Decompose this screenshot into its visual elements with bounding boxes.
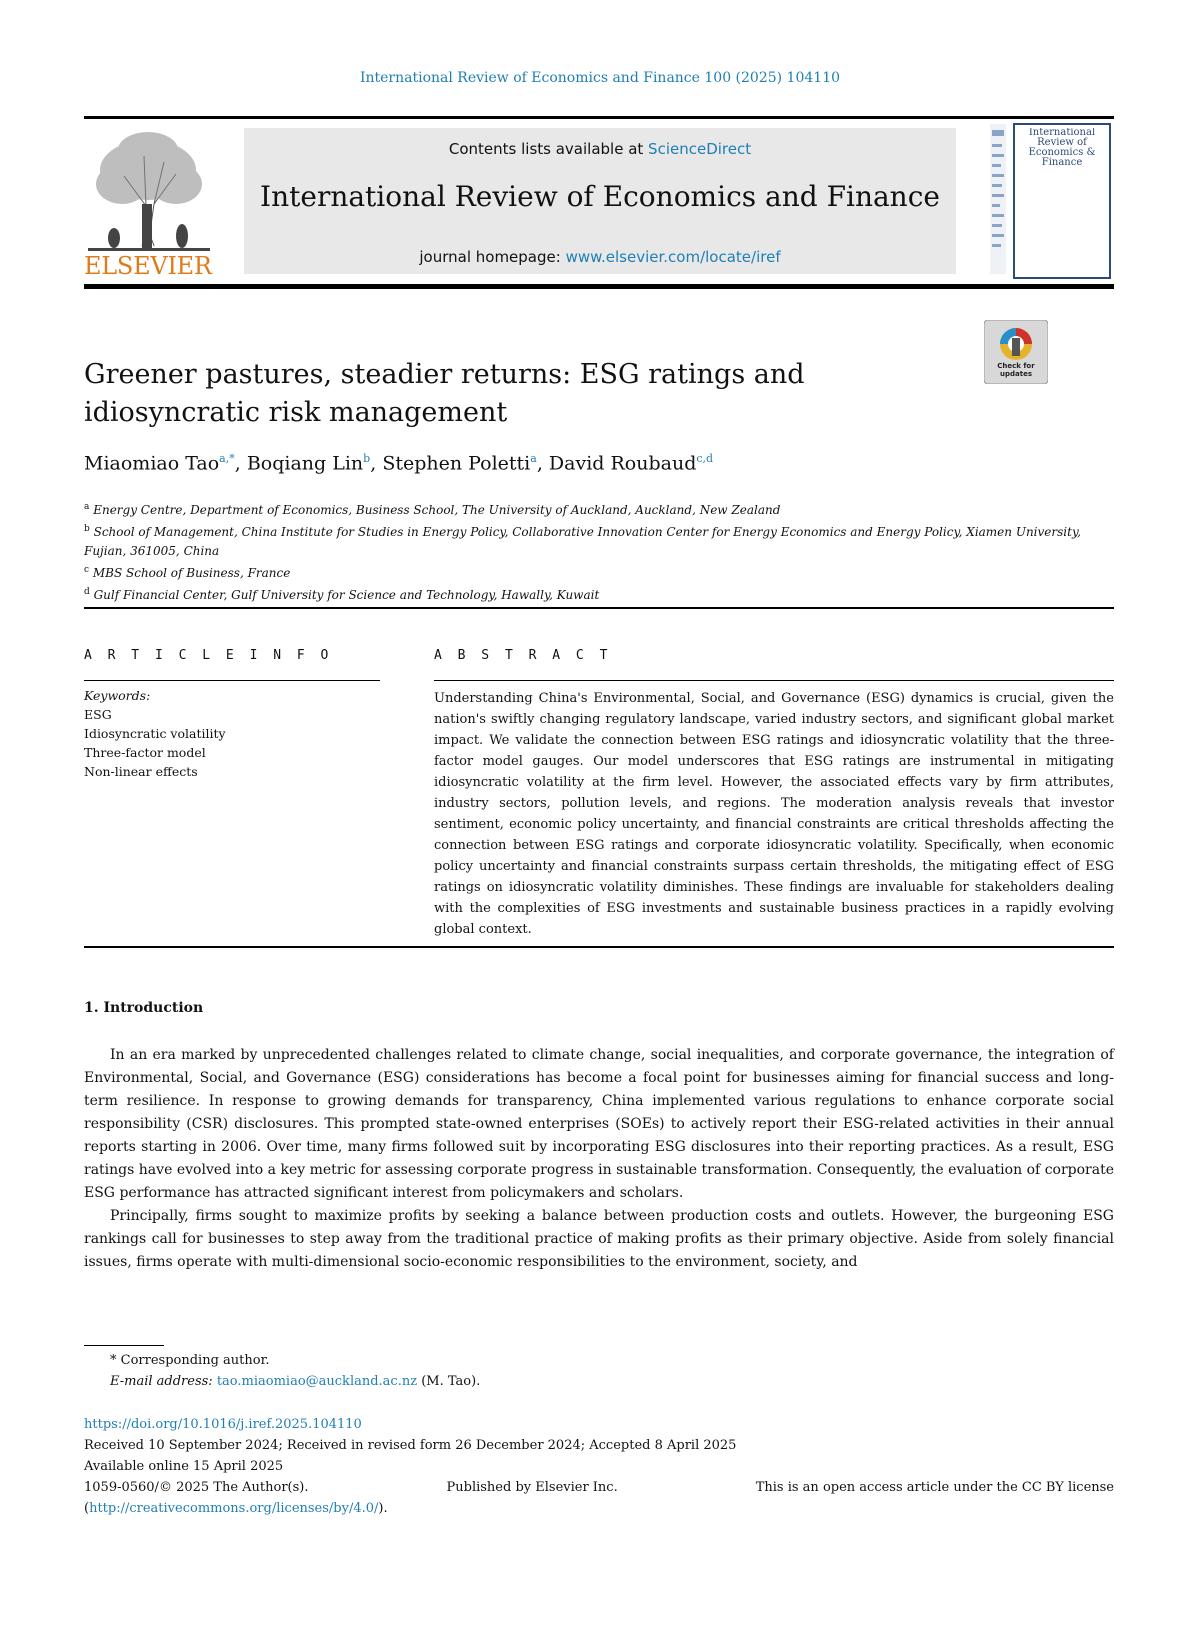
author-affiliation-mark[interactable]: b [363,452,371,465]
check-for-updates-button[interactable] [984,320,1048,384]
crossmark-label: Check for updates [997,362,1035,378]
affiliation-text: Energy Centre, Department of Economics, Business School, The University of Auckland, Auckland, New Zealand [93,503,781,517]
author-name[interactable]: Stephen Poletti [382,452,531,475]
keyword-item: Non-linear effects [84,764,198,779]
keyword-item: ESG [84,707,112,722]
doi-link[interactable]: https://doi.org/10.1016/j.iref.2025.104110 [84,1417,362,1432]
introduction-body [84,1044,1114,1274]
footnote-rule [84,1345,164,1346]
publisher-text: Published by Elsevier Inc. [446,1480,618,1495]
affiliation-text: MBS School of Business, France [92,566,291,580]
affiliation-item [84,520,1114,561]
author-affiliation-mark[interactable]: a [530,452,537,465]
keywords-list [84,686,380,781]
keyword-item: Idiosyncratic volatility [84,726,226,741]
affiliation-mark: a [84,502,90,512]
abstract-text: Understanding China's Environmental, Social, and Governance (ESG) dynamics is crucial, given the nation's swiftly changing regulatory landscape, varied industry sectors, and significant global market impact. We validate the connection between ESG ratings and idiosyncratic volatility that the three-factor model gauges. Our model underscores that ESG ratings are instrumental in mitigating idiosyncratic volatility at the firm level. However, the associated effects vary by firm attributes, industry sectors, pollution levels, and regions. The moderation analysis reveals that investor sentiment, economic policy uncertainty, and financial constraints are critical thresholds affecting the connection between ESG ratings and corporate idiosyncratic volatility. Specifically, when economic policy uncertainty and financial constraints surpass certain thresholds, the mitigating effect of ESG ratings on idiosyncratic volatility diminishes. These findings are invaluable for stakeholders dealing with the complexities of ESG investments and sustainable business practices in a rapidly evolving global context. [434,691,1114,937]
homepage-prefix: journal homepage: [419,248,566,266]
author-email-link[interactable]: tao.miaomiao@auckland.ac.nz [216,1374,418,1389]
affiliations [84,498,1114,605]
article-info-heading: A R T I C L E I N F O [84,648,333,663]
author-list: Miaomiao Tao$^{a,*}$, Boqiang Lin$^b$, Stephen Poletti$^a$, David Roubaud$^{c,d}$ [84,452,714,475]
available-online: Available online 15 April 2025 [84,1459,284,1474]
journal-homepage-link[interactable]: www.elsevier.com/locate/iref [565,248,781,266]
svg-text:ELSEVIER: ELSEVIER [84,252,212,278]
affiliation-mark: b [84,524,90,534]
contents-line [244,140,956,158]
email-note [110,1371,480,1392]
license-line [84,1477,1114,1498]
license-link[interactable]: http://creativecommons.org/licenses/by/4.0/ [89,1501,379,1516]
email-label: E-mail address: [110,1374,213,1389]
introduction-heading: 1. Introduction [84,1000,204,1016]
corresponding-author-note [110,1350,480,1371]
section-divider [84,607,1114,609]
abstract-heading: A B S T R A C T [434,648,612,663]
corresponding-text: Corresponding author. [120,1353,270,1368]
article-title: Greener pastures, steadier returns: ESG ratings and idiosyncratic risk management [84,359,805,428]
sciencedirect-link[interactable]: ScienceDirect [648,140,752,158]
paragraph: Principally, firms sought to maximize profits by seeking a balance between production costs and outlets. However, the burgeoning ESG rankings call for businesses to step away from the traditional practice of making profits as their primary objective. Aside from solely financial issues, firms operate with multi-dimensional socio-economic responsibilities to the environment, society, and [84,1208,1114,1270]
elsevier-logo [84,126,214,278]
license-url-line: (http://creativecommons.org/licenses/by/4.0/). [84,1501,388,1516]
keyword-item: Three-factor model [84,745,206,760]
masthead-bottom-rule [84,284,1114,289]
corresponding-mark: * [110,1353,117,1368]
cover-title: International Review of Economics & Finance [1028,128,1096,168]
affiliation-text: Gulf Financial Center, Gulf University for Science and Technology, Hawally, Kuwait [93,588,600,602]
affiliation-item [84,498,1114,520]
footnotes [110,1350,480,1392]
author-affiliation-mark[interactable]: a,* [219,452,235,465]
article-info-rule [84,680,380,681]
masthead-banner [244,128,956,274]
affiliation-item [84,561,1114,583]
paragraph: In an era marked by unprecedented challenges related to climate change, social inequalities, and corporate governance, the integration of Environmental, Social, and Governance (ESG) considerations has become a focal point for businesses aiming for financial success and long-term resilience. In response to growing demands for transparency, China implemented various regulations to enhance corporate social responsibility (CSR) disclosures. This prompted state-owned enterprises (SOEs) to actively report their ESG-related activities in their annual reports starting in 2006. Over time, many firms followed suit by incorporating ESG disclosures into their reporting practices. As a result, ESG ratings have evolved into a key metric for assessing corporate progress in sustainable transformation. Consequently, the evaluation of corporate ESG performance has attracted significant interest from policymakers and scholars. [84,1047,1114,1201]
keywords-label: Keywords: [84,688,151,703]
homepage-line [244,248,956,266]
journal-reference[interactable]: International Review of Economics and Finance 100 (2025) 104110 [359,70,841,86]
author-name[interactable]: David Roubaud [548,452,697,475]
affiliation-text: School of Management, China Institute for Studies in Energy Policy, Collaborative Innovation Center for Energy Economics and Energy Policy, Xiamen University, Fujian, 361005, China [84,525,1081,558]
received-dates: Received 10 September 2024; Received in revised form 26 December 2024; Accepted 8 April 2025 [84,1438,737,1453]
affiliation-mark: d [84,587,90,597]
affiliation-item [84,583,1114,605]
author-name[interactable]: Boqiang Lin [246,452,364,475]
copyright-text: 1059-0560/© 2025 The Author(s). [84,1480,309,1495]
author-name[interactable]: Miaomiao Tao [84,452,220,475]
contents-prefix: Contents lists available at [448,140,649,158]
affiliation-mark: c [84,565,90,575]
journal-cover-image [988,120,1112,280]
email-suffix: (M. Tao). [421,1374,481,1389]
elsevier-tree-icon [84,126,214,278]
crossmark-icon [984,320,1048,384]
section-divider [84,946,1114,948]
author-affiliation-mark[interactable]: c,d [696,452,714,465]
masthead-top-rule [84,116,1114,119]
publication-info [84,1414,1114,1519]
journal-name: International Review of Economics and Finance [260,180,940,213]
license-text: This is an open access article under the CC BY license [755,1480,1114,1495]
abstract-rule [434,680,1114,681]
